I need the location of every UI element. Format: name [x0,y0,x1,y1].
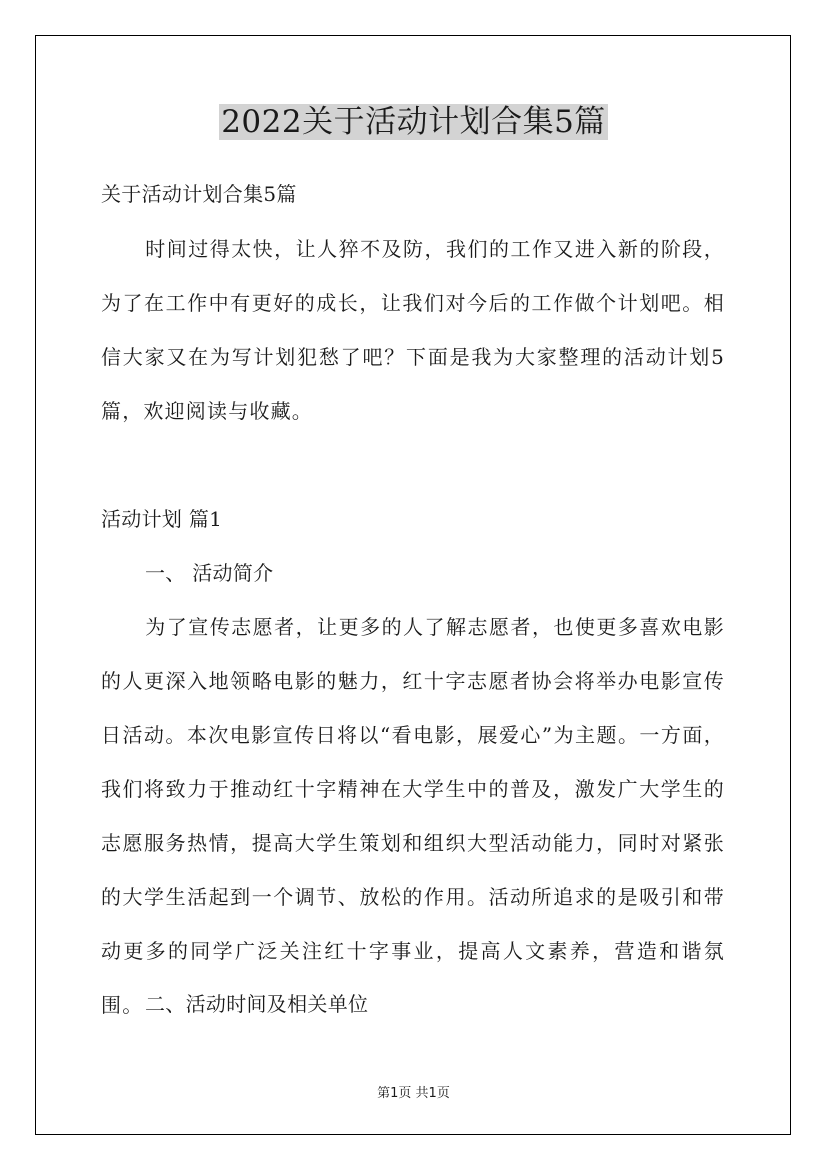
item1-paragraph [101,600,725,1032]
document-subtitle: 关于活动计划合集5篇 [101,182,297,206]
intro-paragraph [101,222,725,438]
page-footer: 第1页 共1页 [377,1086,450,1101]
item2-heading: 二、活动时间及相关单位 [145,992,369,1016]
section-heading: 活动计划 篇1 [101,507,223,531]
document-title: 2022关于活动计划合集5篇 [221,104,606,140]
document-title-wrap [0,101,827,143]
item1-text: 为了宣传志愿者，让更多的人了解志愿者，也使更多喜欢电影的人更深入地领略电影的魅力，红十字志愿者协会将举办电影宣传日活动。本次电影宣传日将以“看电影，展爱心”为主题。一方面，我们将致力于推动红十字精神在大学生中的普及，激发广大学生的志愿服务热情，提高大学生策划和组织大型活动能力，同时对紧张的大学生活起到一个调节、放松的作用。活动所追求的是吸引和带动更多的同学广泛关注红十字事业，提高人文素养，营造和谐氛围。 [101,615,725,1017]
item1-heading: 一、 活动简介 [145,561,274,585]
intro-text: 时间过得太快，让人猝不及防，我们的工作又进入新的阶段，为了在工作中有更好的成长，让我们对今后的工作做个计划吧。相信大家又在为写计划犯愁了吧？下面是我为大家整理的活动计划5篇，欢迎阅读与收藏。 [101,237,725,423]
